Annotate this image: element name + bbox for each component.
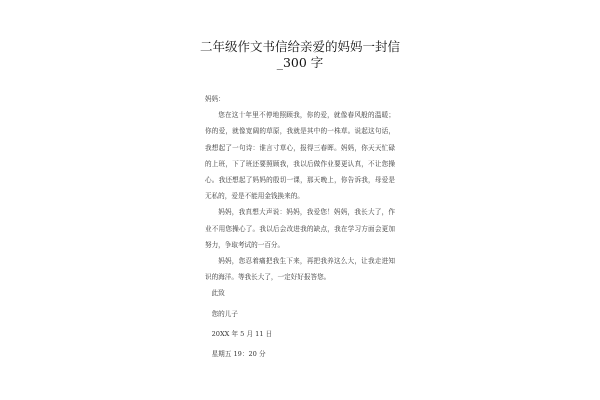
- letter-closing: 此致: [211, 289, 225, 298]
- letter-body: [205, 91, 395, 362]
- letter-salutation: 妈妈：: [205, 95, 225, 103]
- letter-paragraph-1: 您在这十年里不停地照顾我，你的爱，就像春风般的温暖；你的爱，就像宽阔的草原，我就是其中的一株草。说起这句话，我想起了一句诗：谁言寸草心，报得三春晖。妈妈，你天天忙碌的上班，下了班还要照顾我，我以后做作业要更认真，不让您操心。我还想起了妈妈的殷切一课，那天晚上，你告诉我，母爱是无私的，爱是不能用金钱换来的。: [205, 111, 395, 201]
- letter-time: 星期五 19：20 分: [211, 350, 266, 359]
- letter-date: 20XX 年 5 月 11 日: [211, 329, 273, 338]
- letter-paragraph-3: 妈妈，您忍着痛把我生下来，再把我养这么大，让我走进知识的海洋。等我长大了，一定好好报答您。: [205, 257, 395, 282]
- document-subtitle: _300 字: [276, 55, 324, 70]
- document-title: 二年级作文书信给亲爱的妈妈一封信: [199, 39, 400, 54]
- letter-closing-block: [205, 285, 395, 362]
- letter-signature: 您的儿子: [211, 309, 238, 318]
- letter-paragraph-2: 妈妈，我真想大声说：妈妈，我爱您！妈妈，我长大了，作业不用您操心了。我以后会改进我的缺点，我在学习方面会更加努力，争取考试的一百分。: [205, 208, 395, 249]
